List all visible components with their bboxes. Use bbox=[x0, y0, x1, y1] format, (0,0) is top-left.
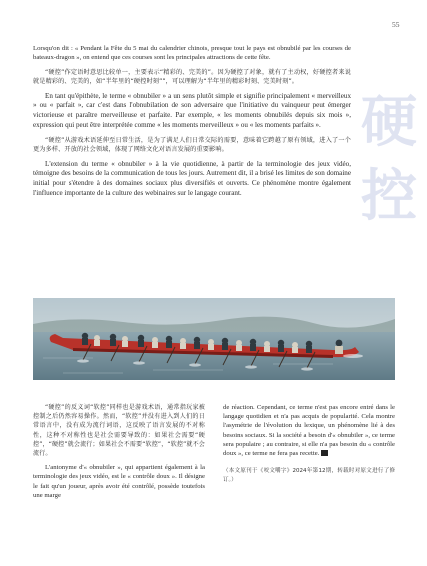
page-number: 55 bbox=[392, 20, 400, 29]
paragraph-zh-2: “硬控”从游戏术语延伸至日常生活，是为了满足人们日常交际的需要，意味着它跨越了原有领域，进入了一个更为多样、开放的社会领域，体现了网络文化对语言发展的重要影响。 bbox=[33, 136, 351, 154]
bottom-right-column bbox=[223, 403, 395, 490]
decor-char-2: 控 bbox=[361, 164, 417, 229]
paragraph-fr-2: En tant qu'épithète, le terme « obnubiler » a un sens plutôt simple et signifie principalement « merveilleux » ou « parfait », car c'est dans l'obnubilation de son adversaire que l'initiative du vainqueur peut émerger victorieuse et paraître merveilleuse et parfaite. Par exemple, « les moments obnubilés depuis six mois », expression qui peut être interprétée comme « les moments merveilleux » ou « les moments parfaits ». bbox=[33, 91, 351, 130]
paragraph-fr-5 bbox=[223, 403, 395, 458]
paragraph-zh-3: “硬控”的反义词“软控”同样也是游戏术语，通常指玩家被控制之后仍然容易操作。然而，“软控”并没有进入到人们的日常语言中，没有成为流行词语，这反映了语言发展的不对称性，这种不对称性也是社会需要导致的：如果社会需要“硬控”，“硬控”就会流行；如果社会不需要“软控”，“软控”就不会流行。 bbox=[33, 404, 205, 458]
decorative-title-characters bbox=[356, 86, 422, 234]
paragraph-fr-3: L'extension du terme « obnubiler » à la vie quotidienne, à partir de la terminologie des jeux vidéo, témoigne des besoins de la communication de tous les jours. Autrement dit, il a brisé les limites de son domaine initial pour s'étendre à des domaines sociaux plus diversifiés et ouverts. Ce phénomène montre également l'influence importante de la culture des webinaires sur le langage courant. bbox=[33, 159, 351, 198]
paragraph-fr-4: L'antonyme d'« obnubiler », qui appartient également à la terminologie des jeux vidéo, est le « contrôle doux ». Il désigne le fait qu'un joueur, après avoir été contrôlé, possède toutefois une marge bbox=[33, 464, 205, 499]
paragraph-zh-1: “硬控”作定语时意思比较单一，主要表示“精彩的、完美的”。因为硬控了对象，就有了主动权，好硬控者来说就是精彩的、完美的，如“半年里的“硬控时刻””，可以理解为“半年里的精彩时刻、完美时刻”。 bbox=[33, 68, 351, 86]
decor-char-1: 硬 bbox=[361, 90, 417, 155]
paragraph-fr-1: Lorsqu'on dit : « Pendant la Fête du 5 mai du calendrier chinois, presque tout le pays est obnubilé par les courses de bateaux-dragon », on entend que ces courses sont les principales attractions de cette fête. bbox=[33, 45, 351, 62]
source-note: （本文原刊于《咬文嚼字》2024年第12期，转载时对原文进行了修订。） bbox=[223, 468, 395, 484]
top-text-block bbox=[33, 44, 351, 204]
dragon-boat-race-image bbox=[33, 298, 395, 380]
end-of-article-mark bbox=[321, 450, 328, 456]
bottom-left-column bbox=[33, 403, 205, 505]
paragraph-fr-5-text: de réaction. Cependant, ce terme n'est pas encore entré dans le langage quotidien et n'a pas acquis de popularité. Cela montre l'asymétrie de l'évolution du lexique, un phénomène lié à des besoins sociaux. Si la société a besoin d'« obnubiler », ce terme sera populaire ; au contraire, si elle n'a pas besoin du « contrôle doux », ce terme ne fera pas recette. bbox=[223, 404, 395, 458]
dragon-boat-photo bbox=[33, 298, 395, 380]
